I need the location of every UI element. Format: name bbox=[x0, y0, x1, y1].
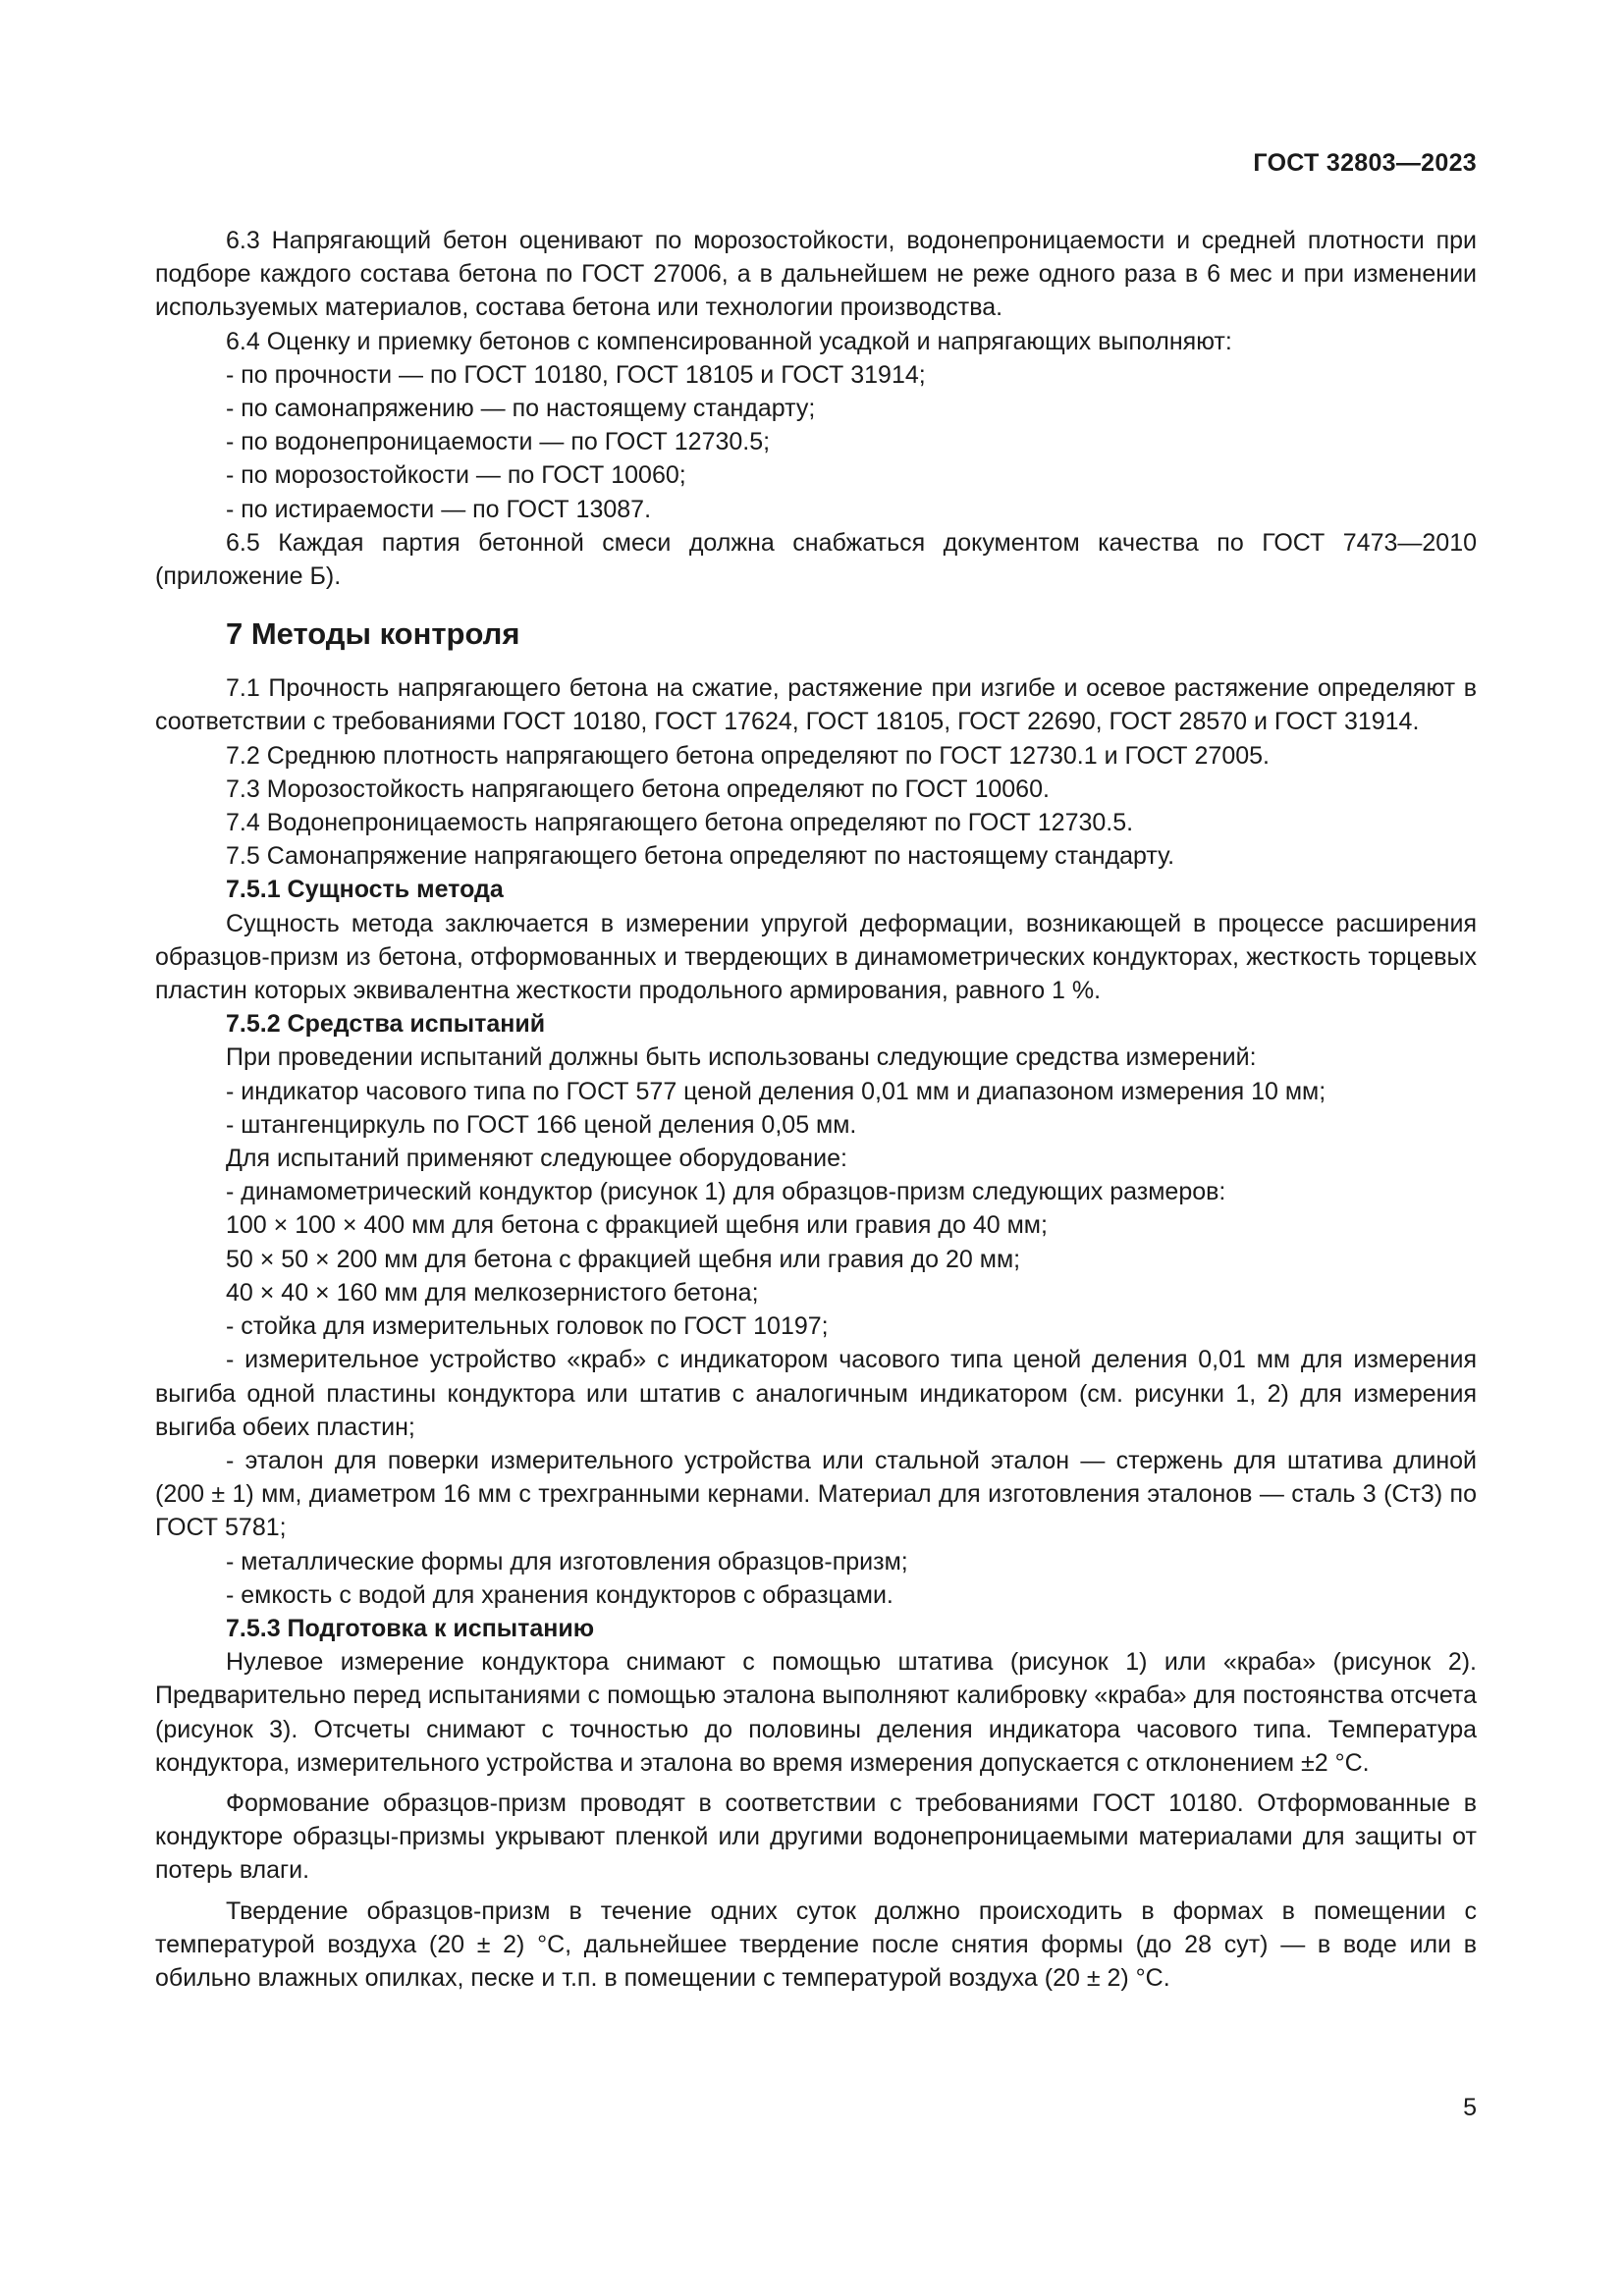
subsection-heading: 7.5.3 Подготовка к испытанию bbox=[226, 1614, 595, 1642]
size-line: 50 × 50 × 200 мм для бетона с фракцией щебня или гравия до 20 мм; bbox=[226, 1245, 1021, 1273]
paragraph-6-3: 6.3 Напрягающий бетон оценивают по морозостойкости, водонепроницаемости и средней плотности при подборе каждого состава бетона по ГОСТ 27006, а в дальнейшем не реже одного раза в 6 мес и при изменении используемых материалов, состава бетона или технологии производства. bbox=[155, 227, 1477, 322]
list-item: - по прочности — по ГОСТ 10180, ГОСТ 18105 и ГОСТ 31914; bbox=[226, 360, 926, 389]
list-item: - динамометрический кондуктор (рисунок 1) для образцов-призм следующих размеров: bbox=[226, 1178, 1226, 1206]
subsection-heading: 7.5.1 Сущность метода bbox=[226, 876, 504, 904]
size-line: 40 × 40 × 160 мм для мелкозернистого бетона; bbox=[226, 1278, 759, 1307]
list-item: - по самонапряжению — по настоящему стандарту; bbox=[226, 395, 816, 423]
subsection-heading: 7.5.2 Средства испытаний bbox=[226, 1010, 546, 1039]
paragraph-7-4: 7.4 Водонепроницаемость напрягающего бетона определяют по ГОСТ 12730.5. bbox=[226, 809, 1134, 837]
document-body bbox=[155, 224, 1477, 1995]
paragraph-7-5-2-intro: При проведении испытаний должны быть использованы следующие средства измерений: bbox=[226, 1043, 1257, 1072]
paragraph-7-5-3-a: Нулевое измерение кондуктора снимают с помощью штатива (рисунок 1) или «краба» (рисунок 2). Предварительно перед испытаниями с помощью эталона выполняют калибровку «краба» для постоянства отсчета (рисунок 3). Отсчеты снимают с точностью до половины деления индикатора часового типа. Температура кондуктора, измерительного устройства и эталона во время измерения допускается с отклонением ±2 °С. bbox=[155, 1648, 1477, 1777]
size-line: 100 × 100 × 400 мм для бетона с фракцией щебня или гравия до 40 мм; bbox=[226, 1211, 1048, 1240]
list-item: - металлические формы для изготовления образцов-призм; bbox=[226, 1547, 908, 1575]
paragraph-6-5: 6.5 Каждая партия бетонной смеси должна снабжаться документом качества по ГОСТ 7473—2010 (приложение Б). bbox=[155, 528, 1477, 591]
section-title: 7 Методы контроля bbox=[226, 616, 520, 652]
paragraph-6-4: 6.4 Оценку и приемку бетонов с компенсированной усадкой и напрягающих выполняют: bbox=[226, 327, 1232, 355]
page-number: 5 bbox=[1463, 2094, 1477, 2121]
paragraph-7-5-3-c: Твердение образцов-призм в течение одних суток должно происходить в формах в помещении с температурой воздуха (20 ± 2) °С, дальнейшее твердение после снятия формы (до 28 сут) — в воде или в обильно влажных опилках, песке и т.п. в помещении с температурой воздуха (20 ± 2) °С. bbox=[155, 1896, 1477, 1992]
paragraph-equipment-intro: Для испытаний применяют следующее оборудование: bbox=[226, 1145, 847, 1173]
paragraph-7-3: 7.3 Морозостойкость напрягающего бетона определяют по ГОСТ 10060. bbox=[226, 774, 1050, 803]
paragraph-7-5-3-b: Формование образцов-призм проводят в соответствии с требованиями ГОСТ 10180. Отформованные в кондукторе образцы-призмы укрывают пленкой или другими водонепроницаемыми материалами для защиты от потерь влаги. bbox=[155, 1789, 1477, 1885]
paragraph-7-5: 7.5 Самонапряжение напрягающего бетона определяют по настоящему стандарту. bbox=[226, 842, 1175, 871]
list-item: - по водонепроницаемости — по ГОСТ 12730.5; bbox=[226, 428, 771, 456]
list-item: - штангенциркуль по ГОСТ 166 ценой деления 0,05 мм. bbox=[226, 1110, 857, 1139]
paragraph-7-2: 7.2 Среднюю плотность напрягающего бетона определяют по ГОСТ 12730.1 и ГОСТ 27005. bbox=[226, 741, 1270, 770]
document-code: ГОСТ 32803—2023 bbox=[1253, 149, 1477, 177]
list-item: - по истираемости — по ГОСТ 13087. bbox=[226, 495, 652, 523]
list-item: - эталон для поверки измерительного устройства или стальной эталон — стержень для штатива длиной (200 ± 1) мм, диаметром 16 мм с трехгранными кернами. Материал для изготовления эталонов — сталь 3 (Ст3) по ГОСТ 5781; bbox=[155, 1446, 1477, 1542]
list-item: - емкость с водой для хранения кондукторов с образцами. bbox=[226, 1580, 893, 1609]
list-item: - по морозостойкости — по ГОСТ 10060; bbox=[226, 461, 686, 490]
paragraph-7-5-1: Сущность метода заключается в измерении упругой деформации, возникающей в процессе расширения образцов-призм из бетона, отформованных и твердеющих в динамометрических кондукторах, жесткость торцевых пластин которых эквивалентна жесткости продольного армирования, равного 1 %. bbox=[155, 909, 1477, 1005]
list-item: - измерительное устройство «краб» с индикатором часового типа ценой деления 0,01 мм для измерения выгиба одной пластины кондуктора или штатив с аналогичным индикатором (см. рисунки 1, 2) для измерения выгиба обеих пластин; bbox=[155, 1346, 1477, 1441]
list-item: - индикатор часового типа по ГОСТ 577 ценой деления 0,01 мм и диапазоном измерения 10 мм; bbox=[226, 1077, 1326, 1105]
paragraph-7-1: 7.1 Прочность напрягающего бетона на сжатие, растяжение при изгибе и осевое растяжение определяют в соответствии с требованиями ГОСТ 10180, ГОСТ 17624, ГОСТ 18105, ГОСТ 22690, ГОСТ 28570 и ГОСТ 31914. bbox=[155, 674, 1477, 736]
list-item: - стойка для измерительных головок по ГОСТ 10197; bbox=[226, 1312, 829, 1341]
